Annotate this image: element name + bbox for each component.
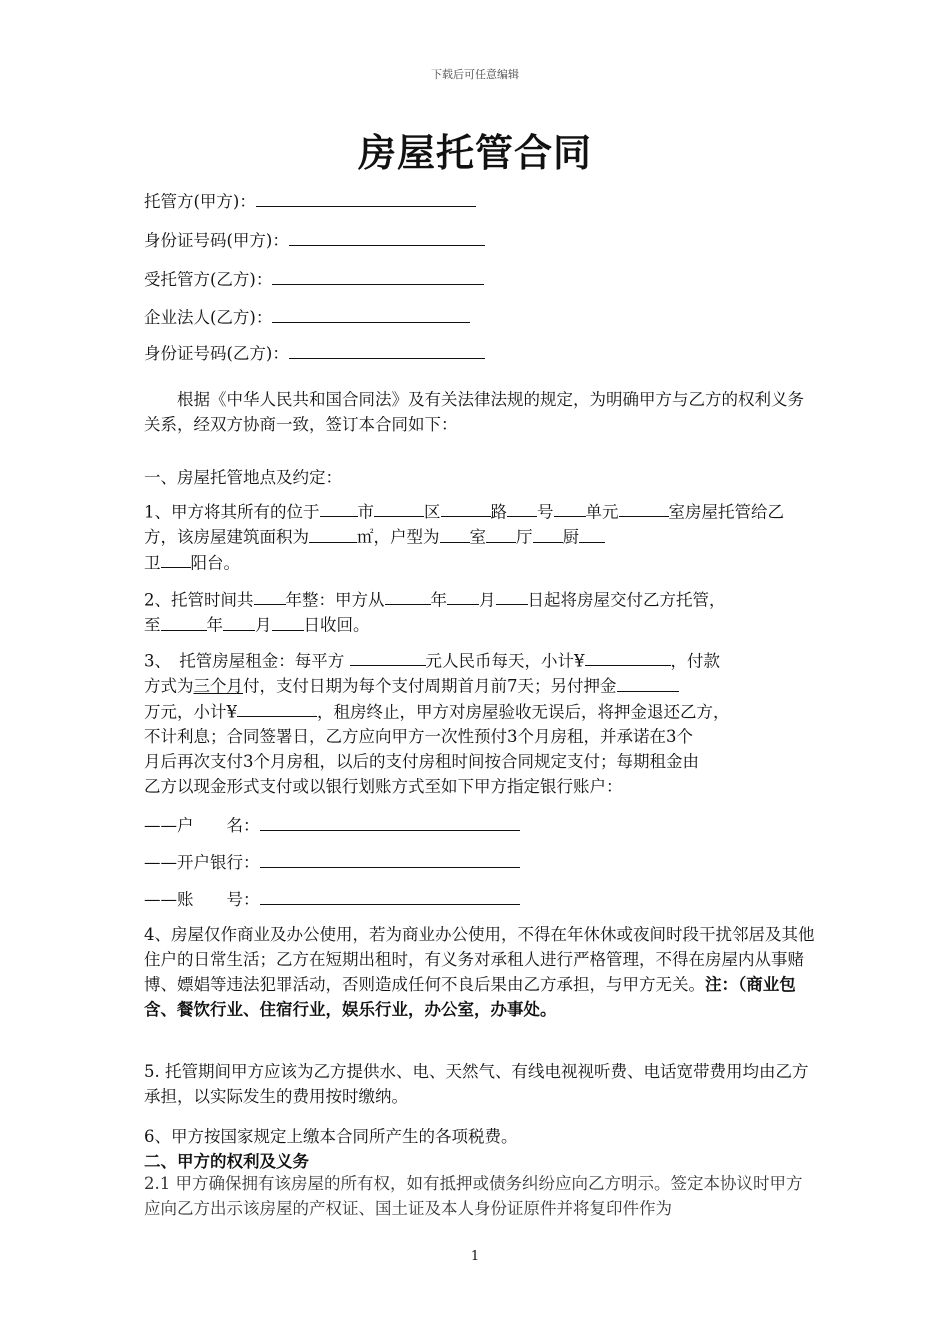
section-1-heading: 一、房屋托管地点及约定： — [144, 468, 342, 487]
bank-account-number: ——账 号： — [144, 886, 520, 910]
blank-trustor-id[interactable] — [289, 228, 485, 246]
field-legal-person: 企业法人(乙方)： — [144, 304, 470, 328]
blank-trustee[interactable] — [272, 267, 484, 285]
field-trustee-id: 身份证号码(乙方)： — [144, 340, 485, 364]
clause-4-note: 注：（商业包含、餐饮行业、住宿行业，娱乐行业，办公室，办事处。 — [144, 975, 796, 1019]
blank-trustor[interactable] — [256, 189, 476, 207]
clause-4: 4、房屋仅作商业及办公使用，若为商业办公使用，不得在年休休或夜间时段干扰邻居及其他住户的日常生活；乙方在短期出租时，有义务对承租人进行严格管理，不得在房屋内从事赌博、嫖娼等违法犯罪活动，否则造成任何不良后果由乙方承担，与甲方无关。注：（商业包含、餐饮行业、住宿行业，娱乐行业，办公室，办事处。 — [144, 925, 815, 1019]
clause-6: 6、甲方按国家规定上缴本合同所产生的各项税费。 — [144, 1127, 518, 1146]
bank-account-name: ——户 名： — [144, 812, 520, 836]
clause-2: 2、托管时间共 年整：甲方从 年 月 日起将房屋交付乙方托管， 至 年 月 日收回。 — [144, 587, 816, 638]
field-trustee: 受托管方(乙方)： — [144, 266, 484, 290]
blank-legal-person[interactable] — [272, 305, 470, 323]
field-trustor-id: 身份证号码(甲方)： — [144, 227, 485, 251]
clause-5: 5. 托管期间甲方应该为乙方提供水、电、天然气、有线电视视听费、电话宽带费用均由乙方承担，以实际发生的费用按时缴纳。 — [144, 1062, 809, 1106]
bank-name: ——开户银行： — [144, 849, 520, 873]
payment-period: 三个月 — [193, 676, 243, 696]
clause-1: 1、甲方将其所有的位于 市 区 路 号 单元 室房屋托管给乙方，该房屋建筑面积为 ㎡，户型为 室 厅 厨 卫 阳台。 — [144, 499, 816, 575]
clause-3: 3、 托管房屋租金：每平方 元人民币每天，小计¥ ，付款 方式为三个月付，支付日期为每个支付周期首月前7天；另付押金 万元，小计¥ ，租房终止，甲方对房屋验收无误后，将押金退还乙方， 不计利息；合同签署日，乙方应向甲方一次性预付3个月房租，并承诺在3个 月后再次支付3个月房租，以后的支付房租时间按合同规定支付；每期租金由 乙方以现金形式支付或以银行划账方式至如下甲方指定银行账户： — [144, 648, 816, 799]
header-note: 下载后可任意编辑 — [431, 68, 519, 81]
field-trustor: 托管方(甲方)： — [144, 188, 476, 212]
blank-trustee-id[interactable] — [289, 341, 485, 359]
contract-title: 房屋托管合同 — [357, 130, 592, 175]
clause-2-1: 2.1 甲方确保拥有该房屋的所有权，如有抵押或债务纠纷应向乙方明示。签定本协议时甲方应向乙方出示该房屋的产权证、国土证及本人身份证原件并将复印件作为 — [144, 1174, 803, 1218]
page-number: 1 — [470, 1249, 480, 1264]
intro-paragraph: 根据《中华人民共和国合同法》及有关法律法规的规定，为明确甲方与乙方的权利义务关系，经双方协商一致，签订本合同如下： — [144, 390, 804, 434]
section-2-heading: 二、甲方的权利及义务 — [144, 1152, 309, 1171]
